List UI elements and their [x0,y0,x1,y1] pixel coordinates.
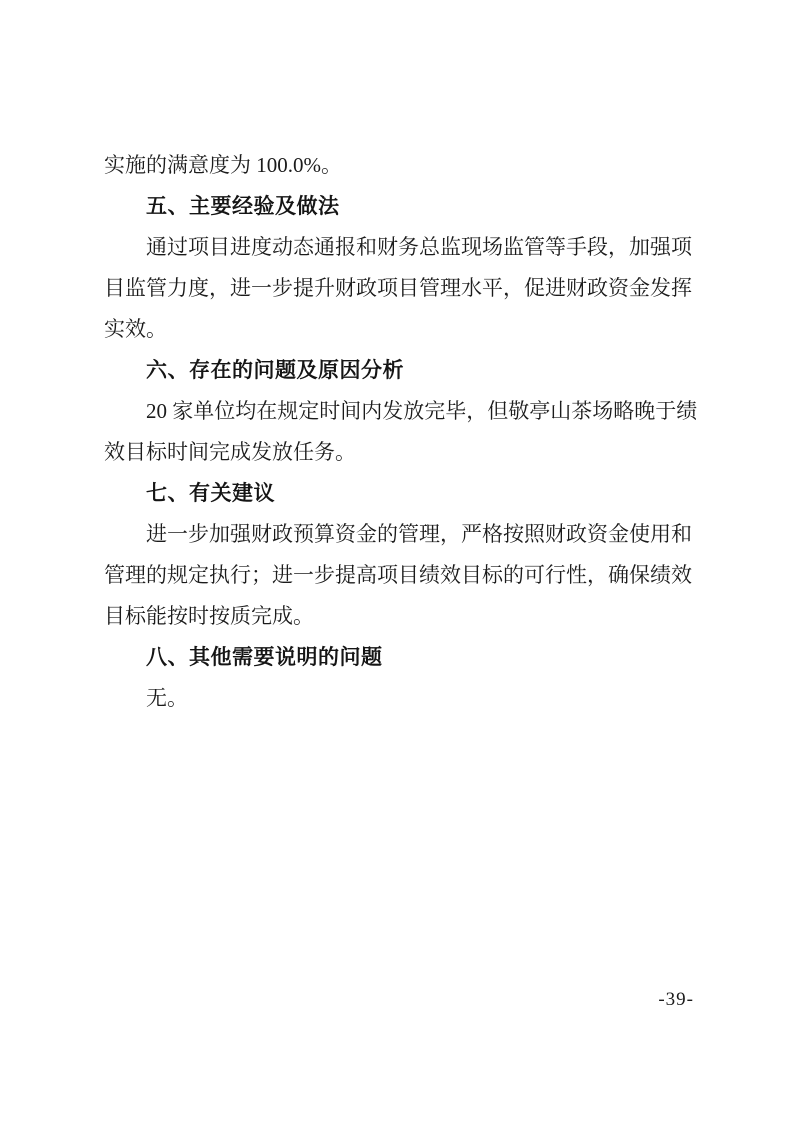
paragraph-line: 进一步加强财政预算资金的管理，严格按照财政资金使用和 [146,522,692,546]
section-heading-8: 八、其他需要说明的问题 [146,646,383,669]
paragraph-continuation-line: 实施的满意度为 100.0%。 [104,153,342,177]
page-number: -39- [658,989,694,1010]
section-heading-5: 五、主要经验及做法 [146,195,340,218]
paragraph-line: 通过项目进度动态通报和财务总监现场监管等手段，加强项 [146,235,692,259]
paragraph-line: 管理的规定执行；进一步提高项目绩效目标的可行性，确保绩效 [104,563,692,587]
paragraph-line: 效目标时间完成发放任务。 [104,440,356,464]
paragraph-line: 无。 [146,686,188,710]
paragraph-line: 实效。 [104,317,167,341]
section-heading-6: 六、存在的问题及原因分析 [146,359,404,382]
section-heading-7: 七、有关建议 [146,482,275,505]
document-body [104,145,698,719]
paragraph-line: 目标能按时按质完成。 [104,604,314,628]
paragraph-line: 目监管力度，进一步提升财政项目管理水平，促进财政资金发挥 [104,276,692,300]
paragraph-line: 20 家单位均在规定时间内发放完毕，但敬亭山茶场略晚于绩 [146,399,698,423]
